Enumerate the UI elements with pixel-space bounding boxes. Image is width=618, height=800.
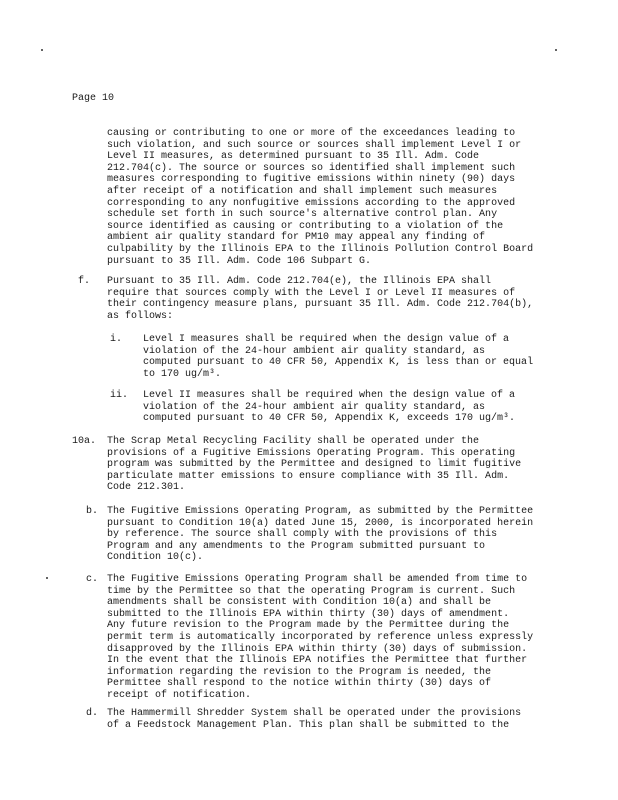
text-line: such violation, and such source or sources shall implement Level I or xyxy=(107,139,522,151)
text-line: In the event that the Illinois EPA notifies the Permittee that further xyxy=(107,655,528,667)
text-line: measures corresponding to fugitive emissions within ninety (90) days xyxy=(107,174,516,186)
text-line: their contingency measure plans, pursuant 35 Ill. Adm. Code 212.704(b), xyxy=(107,299,534,311)
item-c-text xyxy=(107,574,533,702)
text-line: ambient air quality standard for PM10 may appeal any finding of xyxy=(107,232,486,244)
scan-speck xyxy=(41,49,43,51)
text-line: Level II measures shall be required when the design value of a xyxy=(143,390,516,401)
scan-speck xyxy=(555,49,557,51)
text-line: The Fugitive Emissions Operating Program shall be amended from time to xyxy=(107,574,528,585)
text-line: Level I measures shall be required when the design value of a xyxy=(143,334,510,345)
text-line: The Fugitive Emissions Operating Program, as submitted by the Permittee xyxy=(107,506,534,517)
text-line: violation of the 24-hour ambient air quality standard, as xyxy=(143,401,486,413)
text-line: by reference. The source shall comply with the provisions of this xyxy=(107,529,498,541)
text-line: source identified as causing or contributing to a violation of the xyxy=(107,220,504,232)
text-line: receipt of notification. xyxy=(107,689,252,701)
text-line: causing or contributing to one or more of the exceedances leading to xyxy=(107,128,516,139)
text-line: pursuant to 35 Ill. Adm. Code 106 Subpart G. xyxy=(107,255,372,267)
subitem-i-text xyxy=(143,334,533,380)
text-line: provisions of a Fugitive Emissions Operating Program. This operating xyxy=(107,447,516,459)
text-line: computed pursuant to 40 CFR 50, Appendix K, exceeds 170 ug/m³. xyxy=(143,413,516,425)
subitem-label: i. xyxy=(110,334,123,345)
item-label: c. xyxy=(86,574,99,585)
text-line: computed pursuant to 40 CFR 50, Appendix K, is less than or equal xyxy=(143,357,534,369)
item-label: d. xyxy=(86,708,99,719)
item-label: b. xyxy=(86,506,99,517)
text-line: culpability by the Illinois EPA to the Illinois Pollution Control Board xyxy=(107,243,534,255)
text-line: to 170 ug/m³. xyxy=(143,368,222,380)
text-line: The Scrap Metal Recycling Facility shall be operated under the xyxy=(107,436,480,447)
item-label: 10a. xyxy=(72,436,97,447)
subitem-ii-text xyxy=(143,390,515,425)
text-line: information regarding the revision to the Program is needed, the xyxy=(107,666,492,678)
subitem-label: ii. xyxy=(110,390,129,401)
item-b-text xyxy=(107,506,533,564)
paragraph-e-continuation xyxy=(107,128,533,267)
item-label: f. xyxy=(78,276,91,287)
text-line: permit term is automatically incorporated by reference unless expressly xyxy=(107,631,534,643)
text-line: amendments shall be consistent with Condition 10(a) and shall be xyxy=(107,597,492,609)
text-line: Program and any amendments to the Program submitted pursuant to xyxy=(107,540,486,552)
text-line: Any future revision to the Program made by the Permittee during the xyxy=(107,620,510,632)
scan-speck xyxy=(46,577,48,579)
text-line: require that sources comply with the Level I or Level II measures of xyxy=(107,287,516,299)
item-10a-text xyxy=(107,436,521,494)
item-d-text xyxy=(107,708,521,731)
page-number: Page 10 xyxy=(72,93,115,104)
item-f-text xyxy=(107,276,533,322)
text-line: program was submitted by the Permittee and designed to limit fugitive xyxy=(107,459,522,471)
text-line: corresponding to any nonfugitive emissions according to the approved xyxy=(107,197,516,209)
text-line: pursuant to Condition 10(a) dated June 15, 2000, is incorporated herein xyxy=(107,517,534,529)
text-line: 212.704(c). The source or sources so identified shall implement such xyxy=(107,162,516,174)
text-line: disapproved by the Illinois EPA within thirty (30) days of submission. xyxy=(107,643,528,655)
text-line: Code 212.301. xyxy=(107,482,186,494)
text-line: violation of the 24-hour ambient air quality standard, as xyxy=(143,345,486,357)
text-line: after receipt of a notification and shall implement such measures xyxy=(107,185,498,197)
text-line: as follows: xyxy=(107,310,174,322)
text-line: Level II measures, as determined pursuant to 35 Ill. Adm. Code xyxy=(107,151,480,163)
text-line: Pursuant to 35 Ill. Adm. Code 212.704(e), the Illinois EPA shall xyxy=(107,276,492,287)
text-line: of a Feedstock Management Plan. This plan shall be submitted to the xyxy=(107,719,510,731)
text-line: schedule set forth in such source's alternative control plan. Any xyxy=(107,209,498,221)
text-line: time by the Permittee so that the operating Program is current. Such xyxy=(107,585,516,597)
text-line: Condition 10(c). xyxy=(107,552,204,564)
text-line: particulate matter emissions to ensure compliance with 35 Ill. Adm. xyxy=(107,470,510,482)
text-line: submitted to the Illinois EPA within thirty (30) days of amendment. xyxy=(107,608,510,620)
text-line: The Hammermill Shredder System shall be operated under the provisions xyxy=(107,708,522,719)
text-line: Permittee shall respond to the notice within thirty (30) days of xyxy=(107,678,492,690)
